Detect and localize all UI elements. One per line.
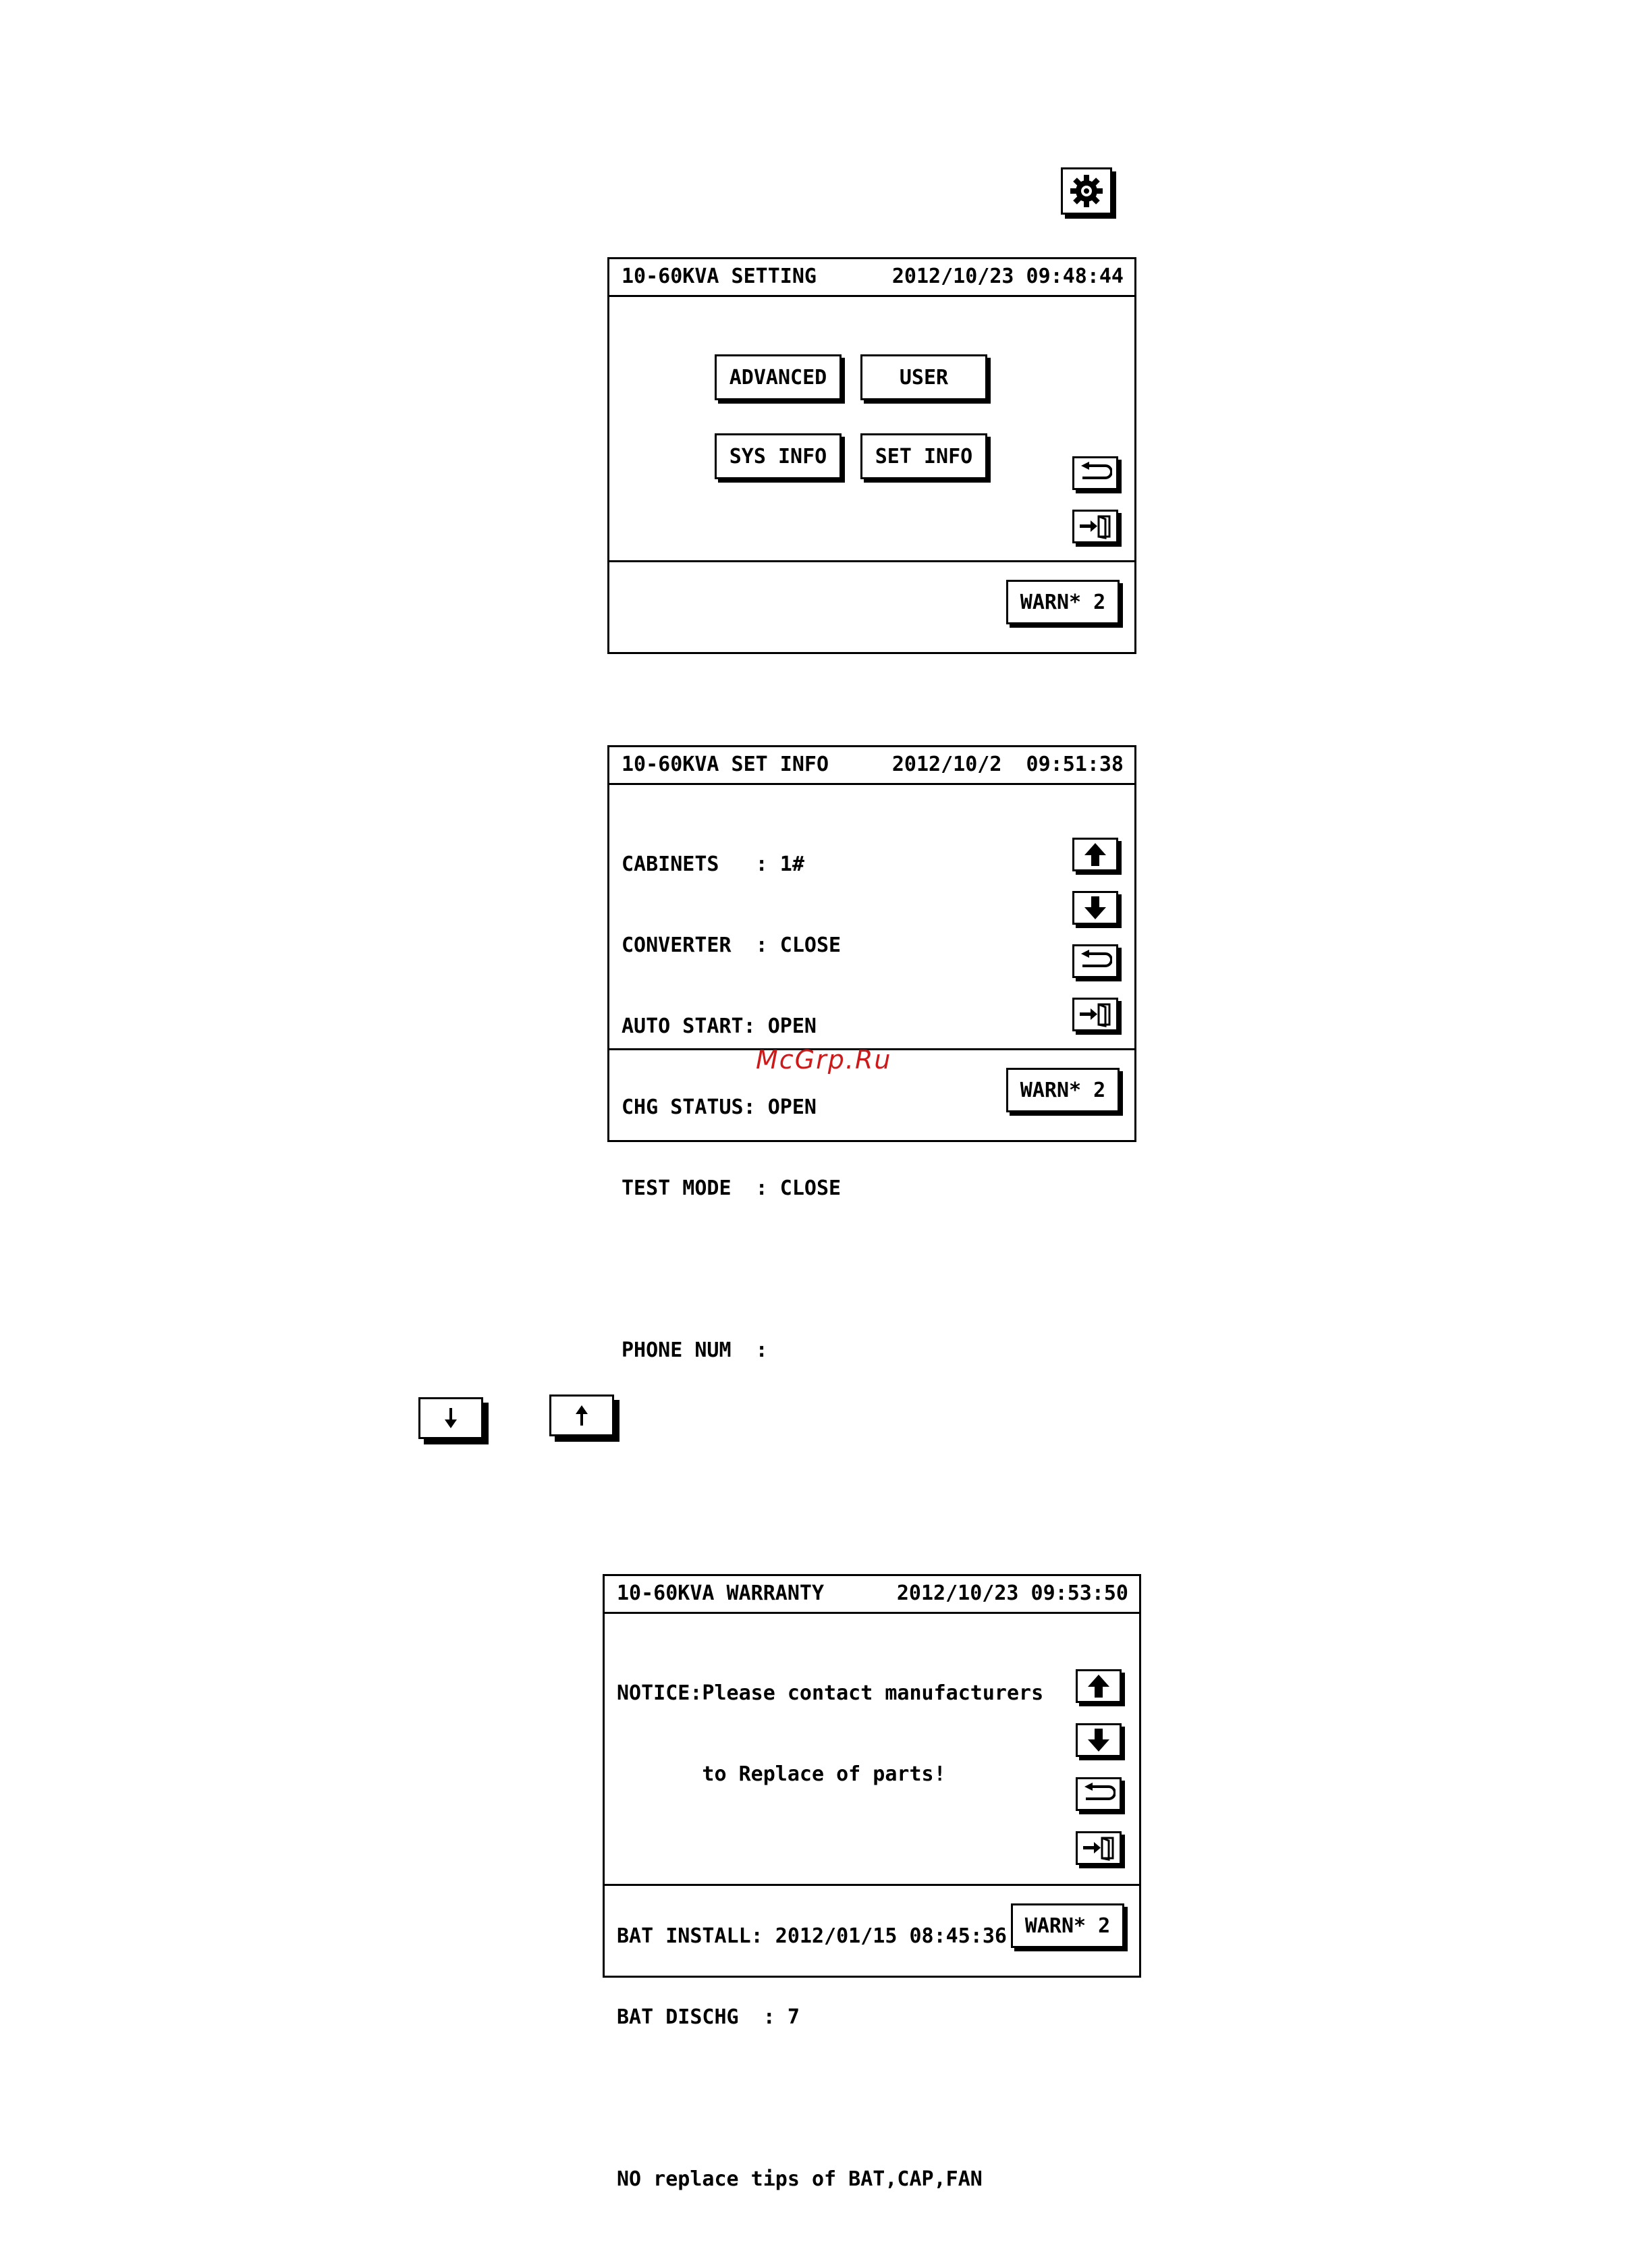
- page-up-button[interactable]: [1076, 1669, 1122, 1703]
- screen-title: 10-60KVA SETTING: [622, 265, 817, 288]
- arrow-up-icon: [1082, 842, 1109, 867]
- info-line-converter: CONVERTER : CLOSE: [622, 933, 842, 957]
- exit-button[interactable]: [1072, 998, 1118, 1031]
- page-up-button[interactable]: [1072, 838, 1118, 871]
- notice-line-1: NOTICE:Please contact manufacturers: [617, 1681, 1044, 1705]
- datetime: 2012/10/23 09:48:44: [891, 265, 1124, 288]
- screen-title: 10-60KVA WARRANTY: [617, 1581, 825, 1605]
- return-icon: [1082, 1783, 1116, 1806]
- up-key[interactable]: [549, 1395, 614, 1436]
- down-key[interactable]: [418, 1397, 483, 1439]
- title-bar: [605, 1576, 1139, 1614]
- title-bar: [609, 259, 1134, 297]
- watermark: McGrp.Ru: [756, 1045, 892, 1075]
- info-line-chg-status: CHG STATUS: OPEN: [622, 1095, 817, 1119]
- info-line-cabinets: CABINETS : 1#: [622, 852, 804, 876]
- footer-bar: [605, 1884, 1139, 1976]
- info-line-auto-start: AUTO START: OPEN: [622, 1014, 817, 1038]
- sys-info-button[interactable]: SYS INFO: [715, 433, 842, 479]
- warn-button[interactable]: WARN* 2: [1006, 580, 1120, 624]
- page-down-button[interactable]: [1076, 1723, 1122, 1757]
- arrow-down-icon: [1085, 1727, 1112, 1753]
- replace-tips-line: NO replace tips of BAT,CAP,FAN: [617, 2167, 983, 2191]
- info-line-blank: [622, 1256, 841, 1283]
- exit-button[interactable]: [1076, 1831, 1122, 1865]
- warranty-screen: [603, 1574, 1141, 2191]
- return-icon: [1078, 950, 1112, 973]
- advanced-button[interactable]: ADVANCED: [715, 354, 842, 400]
- exit-button[interactable]: [1072, 510, 1118, 543]
- arrow-up-icon: [574, 1404, 590, 1427]
- setting-screen: [607, 257, 1136, 654]
- page-down-button[interactable]: [1072, 891, 1118, 925]
- datetime: 2012/10/2 09:51:38: [891, 753, 1124, 776]
- arrow-down-icon: [443, 1407, 459, 1430]
- info-line-phone-num: PHONE NUM :: [622, 1338, 768, 1362]
- back-button[interactable]: [1072, 944, 1118, 978]
- exit-door-icon: [1082, 1835, 1116, 1861]
- screen-title: 10-60KVA SET INFO: [622, 753, 829, 776]
- back-button[interactable]: [1072, 456, 1118, 490]
- info-line-test-mode: TEST MODE : CLOSE: [622, 1176, 842, 1200]
- warn-button[interactable]: WARN* 2: [1006, 1068, 1120, 1112]
- set-info-screen: [607, 745, 1136, 1362]
- exit-door-icon: [1078, 514, 1112, 539]
- title-bar: [609, 747, 1134, 785]
- gear-icon: [1068, 173, 1105, 209]
- bat-install-line: BAT INSTALL: 2012/01/15 08:45:36: [617, 1924, 1007, 1948]
- user-button[interactable]: USER: [860, 354, 987, 400]
- set-info-button[interactable]: SET INFO: [860, 433, 987, 479]
- warn-button[interactable]: WARN* 2: [1011, 1903, 1124, 1948]
- footer-bar: [609, 560, 1134, 652]
- bat-dischg-line: BAT DISCHG : 7: [617, 2005, 800, 2029]
- settings-gear-button[interactable]: [1061, 167, 1112, 215]
- notice-line-2: to Replace of parts!: [617, 1762, 946, 1786]
- arrow-down-icon: [1082, 895, 1109, 921]
- blank-line: [617, 2085, 1043, 2112]
- datetime: 2012/10/23 09:53:50: [896, 1581, 1128, 1605]
- return-icon: [1078, 462, 1112, 485]
- exit-door-icon: [1078, 1002, 1112, 1027]
- blank-line: [617, 1842, 1043, 1869]
- arrow-up-icon: [1085, 1673, 1112, 1699]
- back-button[interactable]: [1076, 1777, 1122, 1811]
